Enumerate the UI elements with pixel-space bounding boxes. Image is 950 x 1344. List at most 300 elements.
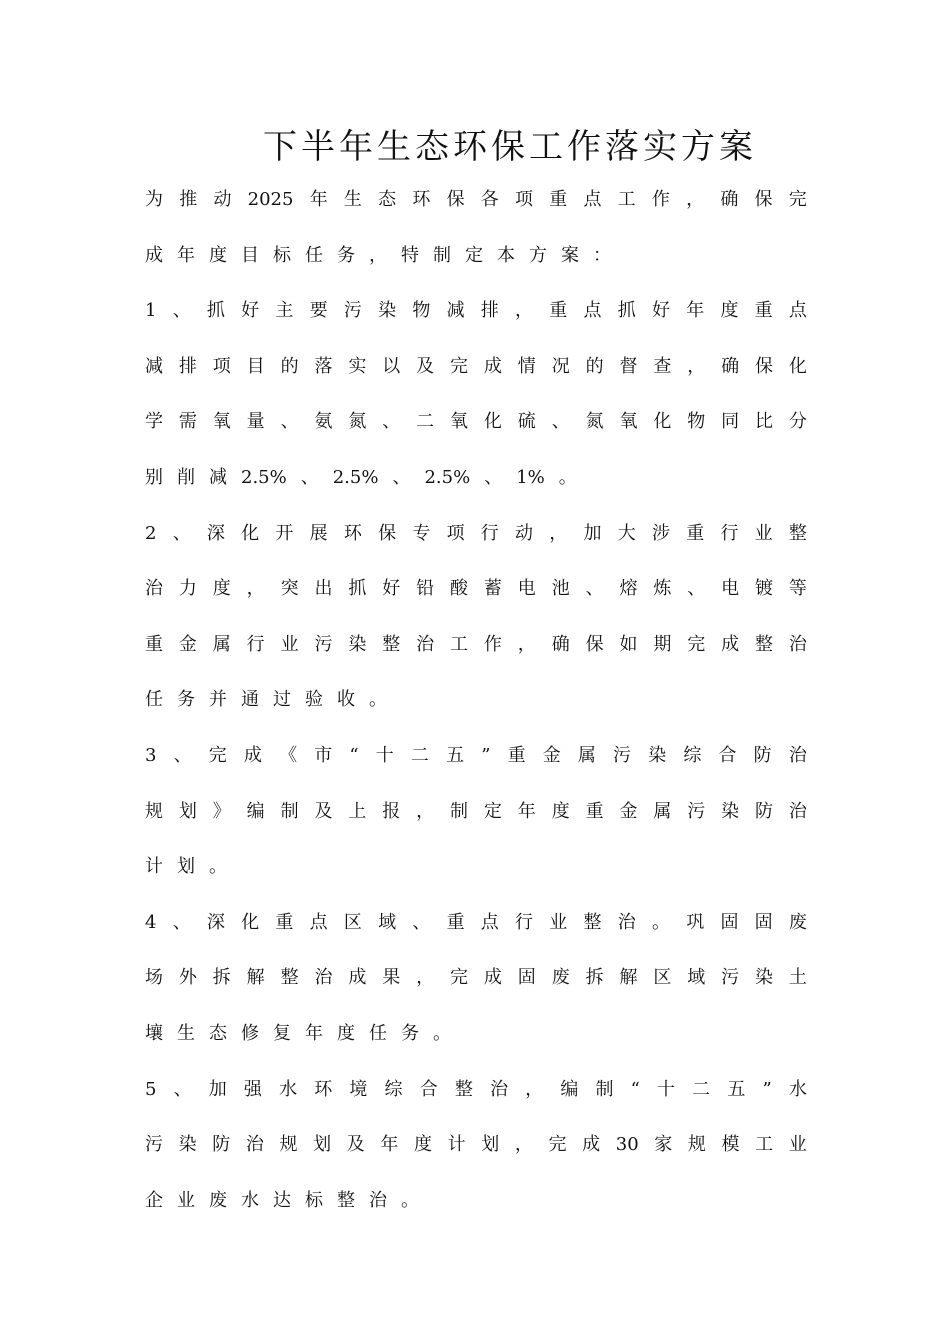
body-glyph: 上 [348, 801, 367, 822]
body-glyph: 目 [241, 245, 259, 266]
document-title: 下半年生态环保工作落实方案 [263, 127, 757, 167]
body-glyph: 成 [483, 356, 502, 377]
body-glyph: 确 [551, 634, 570, 655]
body-glyph: 主 [275, 300, 294, 321]
body-glyph: 划 [313, 1134, 332, 1155]
body-glyph: 出 [314, 578, 333, 599]
body-glyph: 方 [529, 245, 547, 266]
body-glyph: 工 [617, 189, 636, 210]
body-glyph: 加 [583, 523, 602, 544]
body-glyph: 整 [755, 634, 774, 655]
body-glyph: 、 [382, 411, 401, 432]
body-glyph: 工 [450, 634, 469, 655]
body-glyph: 染 [178, 1134, 197, 1155]
body-glyph: 成 [348, 967, 367, 988]
body-glyph: 2.5% [424, 467, 471, 488]
body-glyph: 。 [401, 1190, 419, 1211]
body-glyph: 环 [343, 523, 362, 544]
body-glyph: 削 [177, 467, 195, 488]
body-glyph: 大 [617, 523, 636, 544]
body-glyph: 水 [788, 1079, 807, 1100]
body-glyph: 、 [173, 745, 192, 766]
body-glyph: 外 [178, 967, 197, 988]
body-glyph: 点 [788, 300, 807, 321]
body-glyph: 完 [450, 356, 469, 377]
body-glyph: 点 [480, 912, 499, 933]
body-glyph: 划 [177, 856, 195, 877]
body-glyph: 作 [483, 634, 502, 655]
body-glyph: 作 [651, 189, 670, 210]
body-glyph: ， [416, 801, 435, 822]
body-glyph: 2.5% [332, 467, 379, 488]
body-glyph: 专 [412, 523, 431, 544]
body-glyph: 五 [727, 1079, 746, 1100]
body-glyph: 整 [337, 1190, 355, 1211]
body-glyph: 年 [177, 245, 195, 266]
body-glyph: 的 [585, 356, 604, 377]
body-line [145, 798, 807, 826]
body-glyph: 查 [653, 356, 672, 377]
body-glyph: 氮 [348, 411, 367, 432]
body-glyph: 场 [145, 967, 163, 988]
body-glyph: 报 [382, 801, 401, 822]
body-glyph: 镀 [755, 578, 774, 599]
body-glyph: 电 [517, 578, 536, 599]
body-glyph: 分 [788, 411, 807, 432]
body-glyph: 督 [619, 356, 638, 377]
body-glyph: 比 [755, 411, 774, 432]
body-glyph: 行 [720, 523, 739, 544]
body-glyph: 展 [309, 523, 328, 544]
body-glyph: 成 [243, 745, 262, 766]
body-glyph: 《 [279, 745, 298, 766]
body-glyph: 计 [447, 1134, 466, 1155]
body-glyph: 、 [173, 1079, 192, 1100]
body-glyph: 水 [279, 1079, 298, 1100]
body-glyph: 抓 [617, 300, 636, 321]
body-glyph: 重 [446, 912, 465, 933]
body-glyph: 需 [178, 411, 197, 432]
body-glyph: 业 [549, 912, 568, 933]
body-glyph: 2025 [247, 189, 294, 210]
body-glyph: 推 [179, 189, 198, 210]
body-glyph: 点 [583, 300, 602, 321]
body-glyph: 污 [613, 745, 632, 766]
body-glyph: 废 [788, 912, 807, 933]
body-line [145, 464, 807, 492]
body-glyph: 家 [654, 1134, 673, 1155]
body-glyph: 度 [209, 245, 227, 266]
body-glyph: 氧 [619, 411, 638, 432]
body-glyph: 区 [653, 967, 672, 988]
body-line [145, 408, 807, 436]
body-glyph: 重 [686, 523, 705, 544]
body-line [145, 575, 807, 603]
body-glyph: 拆 [212, 967, 231, 988]
body-glyph: “ [630, 1079, 640, 1100]
body-glyph: 二 [410, 745, 429, 766]
body-glyph: 计 [145, 856, 163, 877]
body-glyph: 染 [378, 300, 397, 321]
body-glyph: 行 [480, 523, 499, 544]
body-glyph: 实 [348, 356, 367, 377]
body-glyph: 度 [414, 1134, 432, 1155]
body-glyph: 、 [300, 467, 319, 488]
body-glyph: 蓄 [483, 578, 502, 599]
body-glyph: 标 [273, 245, 291, 266]
body-glyph: 及 [314, 801, 333, 822]
body-glyph: 情 [517, 356, 536, 377]
body-glyph: 同 [721, 411, 740, 432]
body-glyph: 等 [788, 578, 807, 599]
body-glyph: 重 [275, 912, 294, 933]
body-glyph: 深 [206, 912, 225, 933]
body-glyph: 治 [490, 1079, 509, 1100]
body-glyph: ， [369, 245, 387, 266]
body-glyph: 果 [382, 967, 401, 988]
body-glyph: 、 [172, 912, 191, 933]
body-glyph: ， [517, 634, 536, 655]
body-line [145, 853, 807, 881]
body-glyph: 2.5% [241, 467, 287, 488]
body-glyph: 年 [686, 300, 705, 321]
body-glyph: ， [549, 523, 568, 544]
body-glyph: 过 [273, 689, 291, 710]
body-glyph: 任 [145, 689, 163, 710]
body-glyph: 制 [595, 1079, 614, 1100]
body-glyph: 物 [687, 411, 706, 432]
body-glyph: 要 [309, 300, 328, 321]
body-glyph: 动 [213, 189, 232, 210]
body-glyph: 业 [177, 1190, 195, 1211]
body-glyph: 以 [382, 356, 401, 377]
body-glyph: 减 [145, 356, 163, 377]
body-glyph: 解 [246, 967, 265, 988]
body-line [145, 631, 807, 659]
body-glyph: ， [686, 189, 705, 210]
body-glyph: ， [687, 356, 706, 377]
body-glyph: 。 [369, 689, 387, 710]
body-glyph: 确 [721, 356, 740, 377]
body-glyph: 区 [343, 912, 362, 933]
body-glyph: 污 [687, 801, 706, 822]
body-line [145, 242, 807, 270]
body-glyph: 电 [721, 578, 740, 599]
body-glyph: 治 [369, 1190, 387, 1211]
body-glyph: 完 [208, 745, 227, 766]
body-glyph: 深 [206, 523, 225, 544]
body-glyph: 30 [615, 1134, 639, 1155]
body-glyph: 完 [687, 634, 706, 655]
body-glyph: 好 [651, 300, 670, 321]
body-glyph: 标 [305, 1190, 323, 1211]
body-glyph: 成 [721, 634, 740, 655]
body-glyph: 及 [346, 1134, 365, 1155]
body-glyph: 务 [177, 689, 195, 710]
body-glyph: 加 [208, 1079, 227, 1100]
body-glyph: 好 [382, 578, 401, 599]
body-glyph: 硫 [517, 411, 536, 432]
body-glyph: 排 [178, 356, 197, 377]
body-glyph: 污 [314, 634, 333, 655]
body-glyph: 态 [209, 1023, 227, 1044]
body-glyph: 收 [337, 689, 355, 710]
body-glyph: 炼 [653, 578, 672, 599]
body-glyph: 解 [619, 967, 638, 988]
body-glyph: 、 [392, 467, 411, 488]
body-glyph: 规 [145, 801, 163, 822]
body-glyph: 编 [246, 801, 265, 822]
body-glyph: 治 [314, 967, 333, 988]
body-glyph: 水 [241, 1190, 259, 1211]
body-glyph: 重 [549, 300, 568, 321]
body-glyph: 制 [280, 801, 299, 822]
body-glyph: 、 [551, 411, 570, 432]
body-glyph: 涉 [651, 523, 670, 544]
body-glyph: 、 [412, 912, 431, 933]
body-glyph: 金 [542, 745, 561, 766]
body-glyph: 。 [209, 856, 227, 877]
body-glyph: 防 [212, 1134, 231, 1155]
body-glyph: 重 [585, 801, 604, 822]
body-line [145, 909, 807, 937]
body-glyph: 治 [145, 578, 163, 599]
body-glyph: ， [416, 967, 435, 988]
body-glyph: 境 [349, 1079, 368, 1100]
body-glyph: 业 [280, 634, 299, 655]
body-glyph: 环 [314, 1079, 333, 1100]
body-glyph: 域 [687, 967, 706, 988]
body-glyph: 行 [515, 912, 534, 933]
body-glyph: 、 [687, 578, 706, 599]
body-glyph: 任 [305, 245, 323, 266]
body-glyph: 行 [246, 634, 265, 655]
body-glyph: 重 [507, 745, 526, 766]
body-glyph: 化 [788, 356, 807, 377]
body-glyph: 2 [145, 523, 157, 544]
body-glyph: 治 [788, 801, 807, 822]
body-glyph: 本 [497, 245, 515, 266]
body-glyph: ： [593, 245, 611, 266]
body-glyph: 及 [416, 356, 435, 377]
body-glyph: 防 [755, 801, 774, 822]
body-glyph: 污 [721, 967, 740, 988]
body-glyph: ” [762, 1079, 772, 1100]
body-glyph: 污 [343, 300, 362, 321]
body-glyph: 壤 [145, 1023, 163, 1044]
body-glyph: 项 [446, 523, 465, 544]
body-glyph: 为 [145, 189, 163, 210]
body-glyph: 项 [515, 189, 533, 210]
body-glyph: 染 [648, 745, 667, 766]
body-glyph: 五 [446, 745, 465, 766]
body-glyph: 制 [450, 801, 469, 822]
body-line [145, 1131, 807, 1159]
body-glyph: 、 [280, 411, 299, 432]
body-glyph: 定 [465, 245, 483, 266]
body-glyph: 度 [212, 578, 231, 599]
body-glyph: 。 [433, 1023, 451, 1044]
body-glyph: 属 [577, 745, 596, 766]
body-glyph: 。 [651, 912, 670, 933]
body-glyph: 1% [516, 467, 545, 488]
body-glyph: 固 [517, 967, 536, 988]
body-glyph: 开 [275, 523, 294, 544]
body-glyph: 整 [788, 523, 807, 544]
body-glyph: 制 [433, 245, 451, 266]
body-glyph: 达 [273, 1190, 291, 1211]
body-glyph: 的 [280, 356, 299, 377]
body-glyph: 定 [483, 801, 502, 822]
body-glyph: 防 [753, 745, 772, 766]
body-glyph: 氧 [212, 411, 231, 432]
body-glyph: 二 [692, 1079, 711, 1100]
body-glyph: 年 [309, 189, 328, 210]
body-glyph: 学 [145, 411, 163, 432]
body-glyph: 4 [145, 912, 157, 933]
body-glyph: 重 [549, 189, 568, 210]
body-glyph: 、 [172, 300, 191, 321]
body-glyph: 并 [209, 689, 227, 710]
body-glyph: 化 [241, 912, 260, 933]
body-glyph: 企 [145, 1190, 163, 1211]
body-glyph: 业 [754, 523, 773, 544]
body-glyph: 重 [754, 300, 773, 321]
body-glyph: 减 [209, 467, 227, 488]
body-glyph: 污 [145, 1134, 163, 1155]
body-glyph: 、 [585, 578, 604, 599]
body-glyph: 保 [585, 634, 604, 655]
body-glyph: 度 [551, 801, 570, 822]
body-glyph: 铅 [416, 578, 435, 599]
body-glyph: 酸 [450, 578, 469, 599]
body-glyph: 治 [416, 634, 435, 655]
body-glyph: 保 [754, 189, 773, 210]
body-glyph: 业 [788, 1134, 807, 1155]
body-glyph: 综 [683, 745, 702, 766]
body-glyph: 治 [788, 745, 807, 766]
body-glyph: 划 [481, 1134, 500, 1155]
body-glyph: 金 [178, 634, 197, 655]
body-glyph: 域 [378, 912, 397, 933]
body-glyph: 合 [419, 1079, 438, 1100]
body-glyph: 保 [755, 356, 774, 377]
body-glyph: 点 [309, 912, 328, 933]
body-glyph: “ [349, 745, 359, 766]
body-glyph: 固 [720, 912, 739, 933]
body-glyph: 特 [401, 245, 419, 266]
body-glyph: 排 [480, 300, 499, 321]
body-glyph: 。 [558, 467, 577, 488]
body-glyph: 案 [561, 245, 579, 266]
body-glyph: 度 [337, 1023, 355, 1044]
body-glyph: 点 [583, 189, 602, 210]
body-glyph: ， [246, 578, 265, 599]
body-glyph: 态 [378, 189, 397, 210]
body-glyph: 属 [653, 801, 672, 822]
body-glyph: 完 [548, 1134, 567, 1155]
body-glyph: 年 [305, 1023, 323, 1044]
body-glyph: 划 [178, 801, 197, 822]
body-glyph: 化 [653, 411, 672, 432]
body-glyph: 期 [653, 634, 672, 655]
body-glyph: 熔 [619, 578, 638, 599]
body-glyph: 、 [172, 523, 191, 544]
body-glyph: 拆 [585, 967, 604, 988]
body-glyph: 综 [384, 1079, 403, 1100]
body-glyph: 整 [382, 634, 401, 655]
body-glyph: 减 [446, 300, 465, 321]
body-glyph: 如 [619, 634, 638, 655]
body-line [145, 1076, 807, 1104]
body-glyph: 复 [273, 1023, 291, 1044]
body-glyph: 属 [212, 634, 231, 655]
body-glyph: 化 [483, 411, 502, 432]
body-glyph: 修 [241, 1023, 259, 1044]
body-glyph: 成 [582, 1134, 601, 1155]
body-glyph: 十 [375, 745, 394, 766]
body-glyph: ” [481, 745, 491, 766]
body-glyph: 突 [280, 578, 299, 599]
body-line [145, 1187, 807, 1215]
body-glyph: 项 [212, 356, 231, 377]
body-glyph: 目 [246, 356, 265, 377]
body-glyph: 通 [241, 689, 259, 710]
body-glyph: 物 [412, 300, 431, 321]
body-glyph: 整 [454, 1079, 473, 1100]
body-glyph: 完 [788, 189, 807, 210]
body-glyph: ， [525, 1079, 544, 1100]
body-glyph: 确 [720, 189, 739, 210]
body-glyph: 整 [280, 967, 299, 988]
body-glyph: 十 [657, 1079, 675, 1100]
body-line [145, 186, 807, 214]
body-glyph: 重 [145, 634, 163, 655]
body-glyph: 整 [583, 912, 602, 933]
body-glyph: 环 [412, 189, 431, 210]
body-glyph: 年 [517, 801, 536, 822]
body-glyph: ， [514, 1134, 533, 1155]
body-glyph: 5 [145, 1079, 157, 1100]
body-glyph: 合 [718, 745, 737, 766]
body-glyph: 染 [721, 801, 740, 822]
body-glyph: 》 [212, 801, 231, 822]
body-line [145, 686, 807, 714]
body-glyph: 3 [145, 745, 157, 766]
body-glyph: 化 [241, 523, 260, 544]
body-glyph: 废 [551, 967, 570, 988]
body-glyph: 成 [483, 967, 502, 988]
body-glyph: 氮 [585, 411, 604, 432]
body-glyph: 力 [178, 578, 197, 599]
body-glyph: 完 [450, 967, 469, 988]
body-glyph: 抓 [206, 300, 225, 321]
body-glyph: 氨 [314, 411, 333, 432]
body-glyph: 年 [380, 1134, 399, 1155]
body-glyph: 度 [720, 300, 739, 321]
body-glyph: 固 [754, 912, 773, 933]
body-glyph: 二 [416, 411, 435, 432]
body-glyph: 1 [145, 300, 157, 321]
body-glyph: 生 [343, 189, 362, 210]
body-line [145, 520, 807, 548]
body-glyph: 务 [337, 245, 355, 266]
body-glyph: ， [515, 300, 534, 321]
body-line [145, 742, 807, 770]
body-glyph: 动 [515, 523, 534, 544]
body-line [145, 297, 807, 325]
body-glyph: 保 [378, 523, 397, 544]
